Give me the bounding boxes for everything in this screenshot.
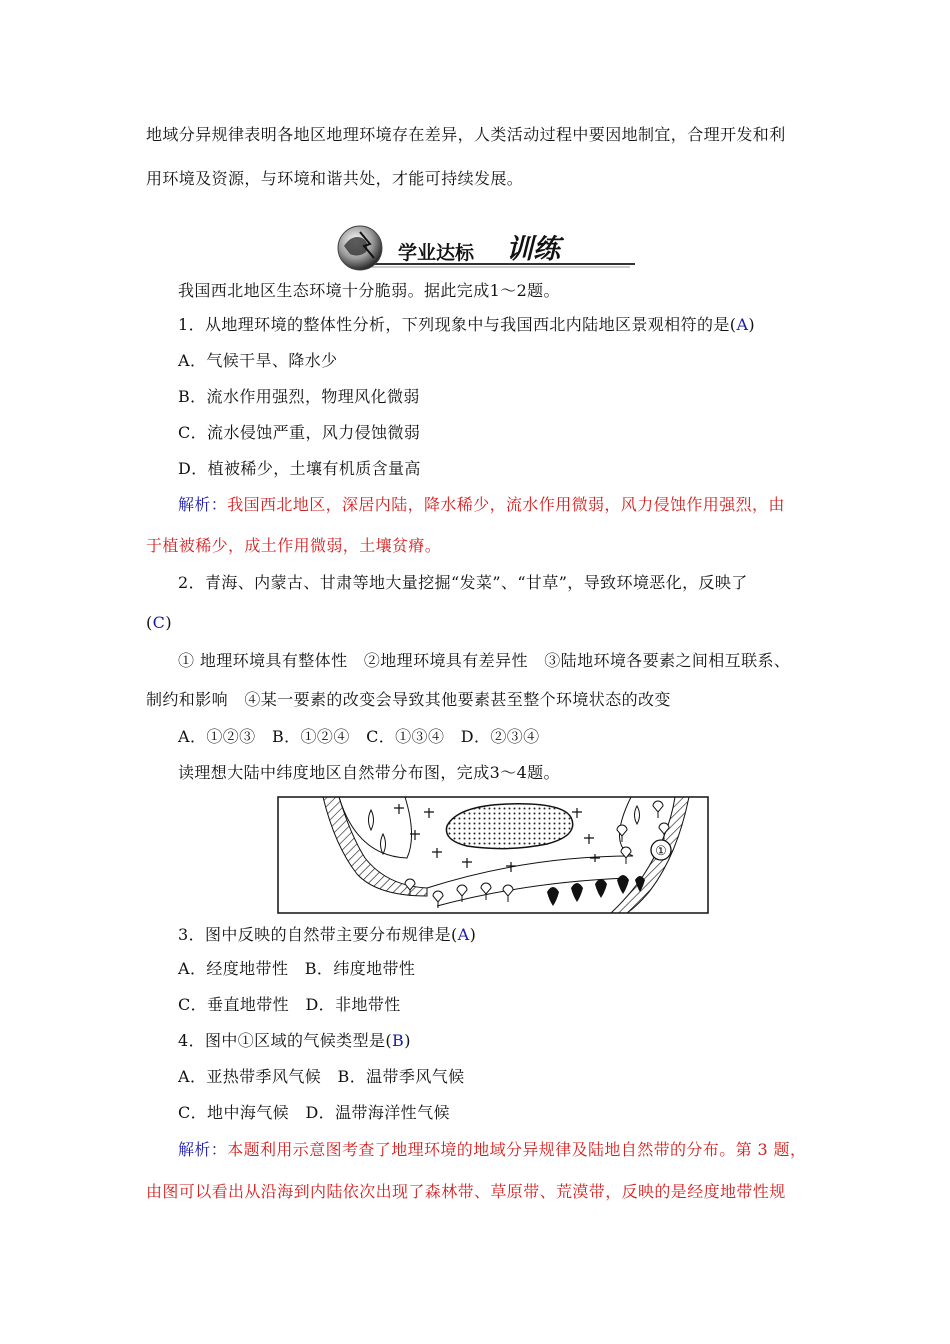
q4-stem-line	[178, 1030, 411, 1052]
banner-text-1: 学业达标	[398, 242, 475, 264]
q3-options-line-1: A．经度地带性 B．纬度地带性	[178, 959, 416, 978]
q2-stem: 2．青海、内蒙古、甘肃等地大量挖掘“发菜”、“甘草”，导致环境恶化，反映了	[178, 573, 748, 592]
q4-analysis-line-2: 由图可以看出从沿海到内陆依次出现了森林带、草原带、荒漠带，反映的是经度地带性规	[146, 1182, 786, 1201]
region-1-marker: ①	[655, 844, 667, 859]
q2-answer: C	[152, 613, 166, 632]
q1-stem: 1．从地理环境的整体性分析，下列现象中与我国西北内陆地区景观相符的是(	[178, 315, 737, 334]
q3-close: )	[469, 925, 477, 944]
q4-options-line-2: C．地中海气候 D．温带海洋性气候	[178, 1103, 450, 1122]
q1-option-b: B．流水作用强烈，物理风化微弱	[178, 387, 420, 406]
q1-option-a: A．气候干旱、降水少	[178, 351, 338, 370]
q2-answer-line	[146, 612, 172, 634]
q2-items-line-1: ① 地理环境具有整体性 ②地理环境具有差异性 ③陆地环境各要素之间相互联系、	[178, 651, 791, 670]
q1-analysis-line-1	[178, 494, 785, 516]
q1-option-c: C．流水侵蚀严重，风力侵蚀微弱	[178, 423, 421, 442]
q1-analysis-text-1: 我国西北地区，深居内陆，降水稀少，流水作用微弱，风力侵蚀作用强烈，由	[227, 495, 785, 514]
q4-answer: B	[392, 1031, 405, 1050]
q3-options-line-2: C．垂直地带性 D．非地带性	[178, 995, 401, 1014]
group2-intro: 读理想大陆中纬度地区自然带分布图，完成3～4题。	[178, 763, 560, 782]
q4-analysis-line-1	[178, 1139, 806, 1161]
q2-open: (	[146, 613, 153, 632]
intro-line-2: 用环境及资源，与环境和谐共处，才能可持续发展。	[146, 169, 524, 188]
q4-analysis-text-1: 本题利用示意图考查了地理环境的地域分异规律及陆地自然带的分布。第 3 题，	[227, 1140, 807, 1159]
q4-close: )	[404, 1031, 411, 1050]
q1-answer: A	[736, 315, 749, 334]
q2-options: A．①②③ B．①②④ C．①③④ D．②③④	[178, 727, 540, 746]
natural-zones-diagram	[277, 796, 709, 914]
q1-close: )	[748, 315, 756, 334]
q2-close: )	[165, 613, 172, 632]
q2-items-line-2: 制约和影响 ④某一要素的改变会导致其他要素甚至整个环境状态的改变	[146, 690, 671, 709]
banner-text-2: 训练	[506, 234, 560, 265]
section-banner	[330, 224, 640, 274]
q1-stem-line	[178, 314, 755, 336]
q4-options-line-1: A．亚热带季风气候 B．温带季风气候	[178, 1067, 465, 1086]
q1-analysis-label: 解析：	[178, 495, 228, 514]
q4-stem: 4．图中①区域的气候类型是(	[178, 1031, 393, 1050]
q1-option-d: D．植被稀少，土壤有机质含量高	[178, 459, 421, 478]
q4-analysis-label: 解析：	[178, 1140, 228, 1159]
q1-analysis-line-2: 于植被稀少，成土作用微弱，土壤贫瘠。	[146, 536, 442, 555]
q3-stem: 3．图中反映的自然带主要分布规律是(	[178, 925, 458, 944]
q3-stem-line	[178, 924, 476, 946]
intro-line-1: 地域分异规律表明各地区地理环境存在差异，人类活动过程中要因地制宜，合理开发和利	[146, 125, 786, 144]
group1-intro: 我国西北地区生态环境十分脆弱。据此完成1～2题。	[178, 281, 560, 300]
q3-answer: A	[457, 925, 470, 944]
